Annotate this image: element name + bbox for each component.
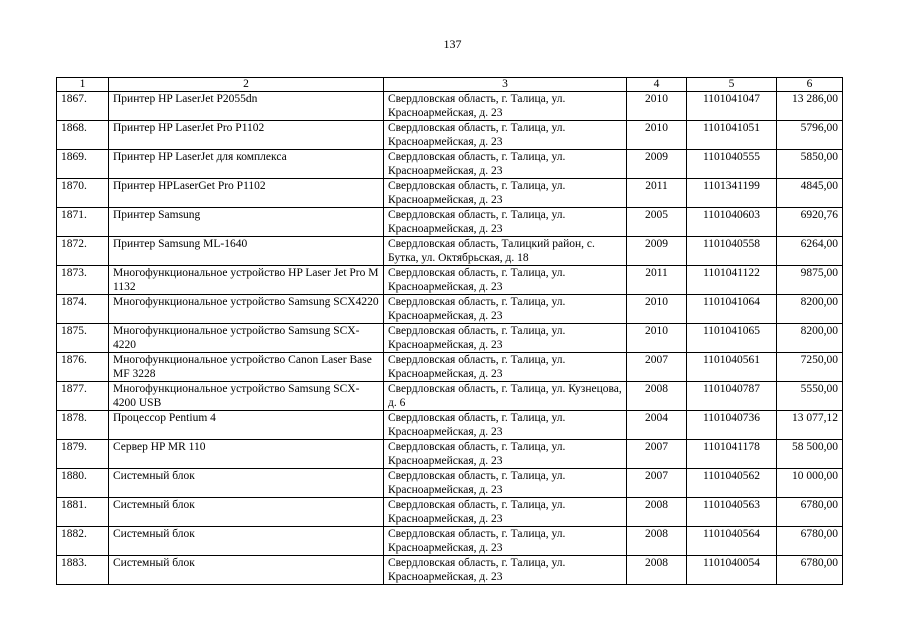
inventory-number-cell: 1101040558 [687, 237, 777, 266]
table-row [57, 150, 843, 179]
item-name-cell: Многофункциональное устройство Samsung SCX4220 [109, 295, 384, 324]
year-cell: 2009 [627, 237, 687, 266]
item-name-cell: Принтер HP LaserJet Pro P1102 [109, 121, 384, 150]
inventory-number-cell: 1101041122 [687, 266, 777, 295]
address-cell: Свердловская область, г. Талица, ул. Красноармейская, д. 23 [384, 411, 627, 440]
address-cell: Свердловская область, г. Талица, ул. Красноармейская, д. 23 [384, 295, 627, 324]
row-number-cell: 1874. [57, 295, 109, 324]
table-row [57, 121, 843, 150]
item-name-cell: Сервер HP MR 110 [109, 440, 384, 469]
table-row [57, 382, 843, 411]
cost-cell: 6780,00 [777, 556, 843, 585]
item-name-cell: Принтер HPLaserGet Pro P1102 [109, 179, 384, 208]
inventory-number-cell: 1101041064 [687, 295, 777, 324]
year-cell: 2008 [627, 498, 687, 527]
inventory-number-cell: 1101040736 [687, 411, 777, 440]
row-number-cell: 1878. [57, 411, 109, 440]
table-row [57, 208, 843, 237]
cost-cell: 10 000,00 [777, 469, 843, 498]
item-name-cell: Системный блок [109, 498, 384, 527]
address-cell: Свердловская область, г. Талица, ул. Красноармейская, д. 23 [384, 179, 627, 208]
table-row [57, 527, 843, 556]
year-cell: 2008 [627, 382, 687, 411]
column-header: 3 [384, 78, 627, 92]
row-number-cell: 1873. [57, 266, 109, 295]
column-header: 5 [687, 78, 777, 92]
item-name-cell: Принтер HP LaserJet для комплекса [109, 150, 384, 179]
item-name-cell: Принтер Samsung [109, 208, 384, 237]
row-number-cell: 1876. [57, 353, 109, 382]
column-header: 2 [109, 78, 384, 92]
row-number-cell: 1879. [57, 440, 109, 469]
item-name-cell: Системный блок [109, 556, 384, 585]
row-number-cell: 1867. [57, 92, 109, 121]
row-number-cell: 1869. [57, 150, 109, 179]
inventory-number-cell: 1101040054 [687, 556, 777, 585]
cost-cell: 6264,00 [777, 237, 843, 266]
inventory-number-cell: 1101041047 [687, 92, 777, 121]
row-number-cell: 1883. [57, 556, 109, 585]
cost-cell: 8200,00 [777, 295, 843, 324]
table-row [57, 353, 843, 382]
cost-cell: 5850,00 [777, 150, 843, 179]
year-cell: 2010 [627, 121, 687, 150]
table-row [57, 556, 843, 585]
cost-cell: 13 286,00 [777, 92, 843, 121]
year-cell: 2007 [627, 469, 687, 498]
address-cell: Свердловская область, г. Талица, ул. Красноармейская, д. 23 [384, 556, 627, 585]
row-number-cell: 1870. [57, 179, 109, 208]
item-name-cell: Принтер HP LaserJet P2055dn [109, 92, 384, 121]
item-name-cell: Многофункциональное устройство Samsung SCX-4200 USB [109, 382, 384, 411]
table-row [57, 440, 843, 469]
address-cell: Свердловская область, г. Талица, ул. Красноармейская, д. 23 [384, 121, 627, 150]
year-cell: 2009 [627, 150, 687, 179]
address-cell: Свердловская область, г. Талица, ул. Красноармейская, д. 23 [384, 208, 627, 237]
item-name-cell: Многофункциональное устройство Samsung SCX-4220 [109, 324, 384, 353]
table-row [57, 469, 843, 498]
cost-cell: 6780,00 [777, 527, 843, 556]
year-cell: 2004 [627, 411, 687, 440]
address-cell: Свердловская область, Талицкий район, с. Бутка, ул. Октябрьская, д. 18 [384, 237, 627, 266]
inventory-number-cell: 1101040564 [687, 527, 777, 556]
year-cell: 2011 [627, 266, 687, 295]
item-name-cell: Многофункциональное устройство Canon Laser Base MF 3228 [109, 353, 384, 382]
year-cell: 2010 [627, 92, 687, 121]
row-number-cell: 1875. [57, 324, 109, 353]
address-cell: Свердловская область, г. Талица, ул. Кузнецова, д. 6 [384, 382, 627, 411]
table-row [57, 411, 843, 440]
cost-cell: 6920,76 [777, 208, 843, 237]
inventory-number-cell: 1101041178 [687, 440, 777, 469]
column-header: 4 [627, 78, 687, 92]
address-cell: Свердловская область, г. Талица, ул. Красноармейская, д. 23 [384, 353, 627, 382]
column-header: 1 [57, 78, 109, 92]
row-number-cell: 1877. [57, 382, 109, 411]
inventory-number-cell: 1101040787 [687, 382, 777, 411]
cost-cell: 6780,00 [777, 498, 843, 527]
row-number-cell: 1871. [57, 208, 109, 237]
row-number-cell: 1880. [57, 469, 109, 498]
year-cell: 2008 [627, 556, 687, 585]
table-row [57, 266, 843, 295]
inventory-number-cell: 1101040603 [687, 208, 777, 237]
address-cell: Свердловская область, г. Талица, ул. Красноармейская, д. 23 [384, 92, 627, 121]
year-cell: 2007 [627, 440, 687, 469]
cost-cell: 4845,00 [777, 179, 843, 208]
inventory-number-cell: 1101040562 [687, 469, 777, 498]
year-cell: 2007 [627, 353, 687, 382]
year-cell: 2005 [627, 208, 687, 237]
address-cell: Свердловская область, г. Талица, ул. Красноармейская, д. 23 [384, 440, 627, 469]
inventory-number-cell: 1101341199 [687, 179, 777, 208]
year-cell: 2010 [627, 295, 687, 324]
cost-cell: 13 077,12 [777, 411, 843, 440]
address-cell: Свердловская область, г. Талица, ул. Красноармейская, д. 23 [384, 527, 627, 556]
table-row [57, 237, 843, 266]
year-cell: 2008 [627, 527, 687, 556]
item-name-cell: Системный блок [109, 527, 384, 556]
item-name-cell: Процессор Pentium 4 [109, 411, 384, 440]
item-name-cell: Принтер Samsung ML-1640 [109, 237, 384, 266]
row-number-cell: 1881. [57, 498, 109, 527]
inventory-number-cell: 1101041065 [687, 324, 777, 353]
cost-cell: 58 500,00 [777, 440, 843, 469]
address-cell: Свердловская область, г. Талица, ул. Красноармейская, д. 23 [384, 266, 627, 295]
table-row [57, 498, 843, 527]
year-cell: 2011 [627, 179, 687, 208]
address-cell: Свердловская область, г. Талица, ул. Красноармейская, д. 23 [384, 498, 627, 527]
row-number-cell: 1868. [57, 121, 109, 150]
page-number: 137 [443, 37, 462, 51]
cost-cell: 5550,00 [777, 382, 843, 411]
cost-cell: 5796,00 [777, 121, 843, 150]
table-row [57, 295, 843, 324]
address-cell: Свердловская область, г. Талица, ул. Красноармейская, д. 23 [384, 469, 627, 498]
property-registry-table [56, 77, 843, 585]
year-cell: 2010 [627, 324, 687, 353]
item-name-cell: Системный блок [109, 469, 384, 498]
address-cell: Свердловская область, г. Талица, ул. Красноармейская, д. 23 [384, 324, 627, 353]
row-number-cell: 1882. [57, 527, 109, 556]
table-row [57, 324, 843, 353]
cost-cell: 9875,00 [777, 266, 843, 295]
inventory-number-cell: 1101040555 [687, 150, 777, 179]
row-number-cell: 1872. [57, 237, 109, 266]
inventory-number-cell: 1101040561 [687, 353, 777, 382]
address-cell: Свердловская область, г. Талица, ул. Красноармейская, д. 23 [384, 150, 627, 179]
inventory-number-cell: 1101041051 [687, 121, 777, 150]
table-row [57, 179, 843, 208]
cost-cell: 8200,00 [777, 324, 843, 353]
item-name-cell: Многофункциональное устройство HP Laser Jet Pro M 1132 [109, 266, 384, 295]
table-row [57, 92, 843, 121]
inventory-number-cell: 1101040563 [687, 498, 777, 527]
cost-cell: 7250,00 [777, 353, 843, 382]
column-header: 6 [777, 78, 843, 92]
column-number-row [57, 78, 843, 92]
